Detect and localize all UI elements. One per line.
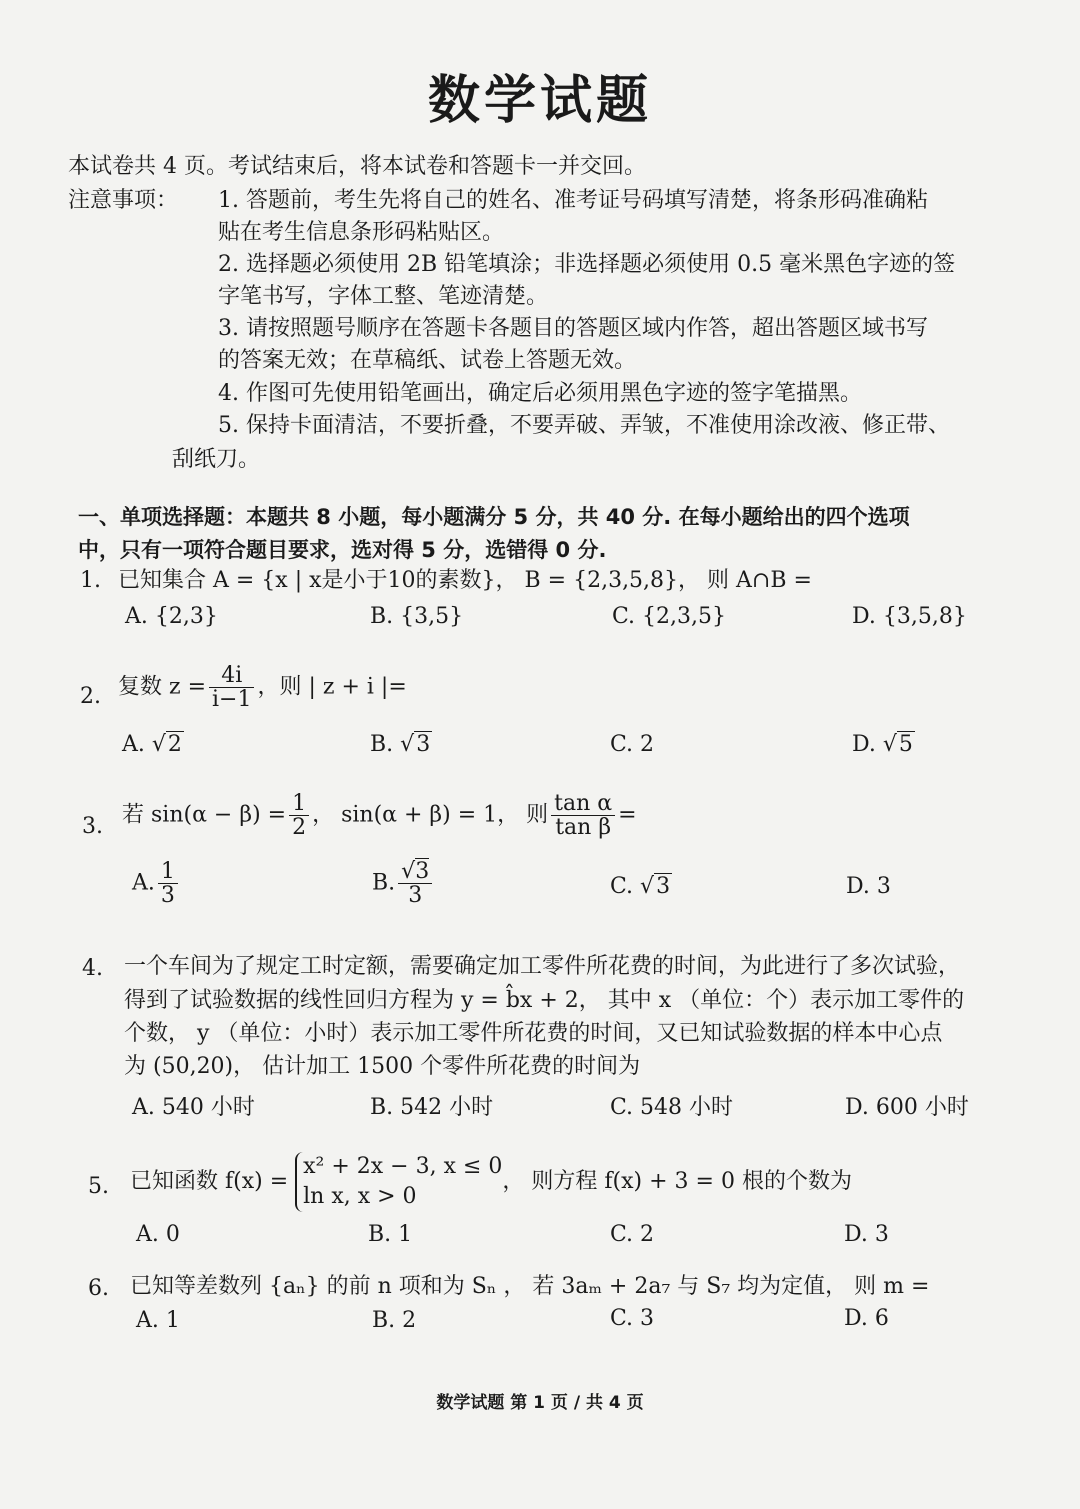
fraction-numerator: 1 bbox=[289, 792, 309, 816]
option-a bbox=[122, 732, 184, 757]
fraction-numerator: 4i bbox=[209, 664, 254, 688]
option-d bbox=[852, 732, 915, 757]
sqrt: √5 bbox=[882, 732, 913, 757]
section-heading: 中，只有一项符合题目要求，选对得 5 分，选错得 0 分. bbox=[78, 538, 607, 562]
option-d: D. {3,5,8} bbox=[852, 604, 967, 629]
q3-pre: 若 sin(α − β) = bbox=[122, 802, 287, 828]
piecewise-cases bbox=[295, 1152, 502, 1212]
option-a: A. 1 bbox=[136, 1308, 180, 1333]
question-number: 6. bbox=[88, 1276, 109, 1301]
option-c: C. 548 小时 bbox=[610, 1095, 734, 1120]
q2-pre: 复数 z = bbox=[118, 674, 207, 700]
question-text bbox=[130, 1152, 852, 1212]
q3-mid: ， sin(α + β) = 1， 则 bbox=[312, 802, 549, 828]
page-title: 数学试题 bbox=[427, 71, 652, 131]
fraction-denominator: i−1 bbox=[212, 687, 252, 713]
option-c: C. 2 bbox=[610, 1222, 655, 1247]
option-a: A. {2,3} bbox=[125, 604, 218, 629]
question-number: 5. bbox=[88, 1174, 109, 1199]
question-text-line: 一个车间为了规定工时定额，需要确定加工零件所花费的时间，为此进行了多次试验， bbox=[124, 954, 961, 979]
fraction-numerator: tan α bbox=[551, 792, 615, 816]
option-d: D. 3 bbox=[846, 874, 891, 899]
option-label: D. bbox=[852, 732, 876, 757]
notes-label: 注意事项： bbox=[68, 188, 179, 213]
fraction-denominator: tan β bbox=[555, 815, 612, 841]
option-c: C. {2,3,5} bbox=[612, 604, 727, 629]
option-b: B. 1 bbox=[368, 1222, 413, 1247]
radicand: 2 bbox=[167, 732, 182, 757]
option-b: B. 542 小时 bbox=[370, 1095, 494, 1120]
fraction bbox=[209, 664, 254, 711]
fraction-denominator: 2 bbox=[292, 815, 307, 841]
note-line: 3. 请按照题号顺序在答题卡各题目的答题区域内作答，超出答题区域书写 bbox=[218, 316, 928, 341]
option-label: B. bbox=[372, 870, 396, 896]
q2-post: ，则 | z + i |= bbox=[257, 674, 407, 700]
question-text-line: 个数， y （单位：小时）表示加工零件所花费的时间，又已知试验数据的样本中心点 bbox=[124, 1021, 943, 1046]
radicand: 3 bbox=[415, 859, 430, 884]
option-d: D. 6 bbox=[844, 1306, 889, 1331]
note-line: 刮纸刀。 bbox=[172, 447, 261, 472]
sqrt: √3 bbox=[640, 874, 671, 899]
fraction-numerator: √3 bbox=[398, 860, 432, 884]
question-text: 已知集合 A = {x | x是小于10的素数}， B = {2,3,5,8}， 则 A∩B = bbox=[118, 568, 812, 593]
fraction bbox=[398, 860, 432, 907]
question-number: 4. bbox=[82, 956, 103, 981]
fraction bbox=[551, 792, 615, 839]
section-heading: 一、单项选择题：本题共 8 小题，每小题满分 5 分，共 40 分. 在每小题给出的四个选项 bbox=[78, 505, 910, 529]
option-b bbox=[372, 860, 435, 907]
question-number: 2. bbox=[80, 684, 101, 709]
q3-post: = bbox=[618, 802, 637, 828]
note-line: 贴在考生信息条形码粘贴区。 bbox=[218, 220, 505, 245]
page-footer: 数学试题 第 1 页 / 共 4 页 bbox=[436, 1393, 644, 1413]
option-c: C. 3 bbox=[610, 1306, 655, 1331]
option-b: B. {3,5} bbox=[370, 604, 464, 629]
option-a: A. 540 小时 bbox=[132, 1095, 255, 1120]
question-text-line: 为 (50,20)， 估计加工 1500 个零件所花费的时间为 bbox=[124, 1054, 641, 1079]
option-d: D. 3 bbox=[844, 1222, 889, 1247]
q5-pre: 已知函数 f(x) = bbox=[130, 1169, 289, 1194]
note-line: 的答案无效；在草稿纸、试卷上答题无效。 bbox=[218, 348, 637, 373]
option-label: C. bbox=[610, 874, 634, 899]
sqrt: √2 bbox=[151, 732, 182, 757]
intro-text: 本试卷共 4 页。考试结束后，将本试卷和答题卡一并交回。 bbox=[68, 154, 646, 179]
note-line: 5. 保持卡面清洁，不要折叠，不要弄破、弄皱，不准使用涂改液、修正带、 bbox=[218, 413, 950, 438]
option-b: B. 2 bbox=[372, 1308, 417, 1333]
question-text bbox=[118, 664, 407, 711]
question-number: 1. bbox=[80, 568, 101, 593]
question-number: 3. bbox=[82, 814, 103, 839]
option-b bbox=[370, 732, 432, 757]
option-label: A. bbox=[132, 870, 155, 896]
fraction-denominator: 3 bbox=[160, 883, 175, 909]
radicand: 3 bbox=[656, 874, 671, 899]
sqrt: √3 bbox=[400, 732, 431, 757]
option-c bbox=[610, 874, 672, 899]
option-label: A. bbox=[122, 732, 145, 757]
fraction bbox=[158, 860, 178, 907]
q5-post: ， 则方程 f(x) + 3 = 0 根的个数为 bbox=[502, 1169, 852, 1194]
note-line: 4. 作图可先使用铅笔画出，确定后必须用黑色字迹的签字笔描黑。 bbox=[218, 381, 862, 406]
question-text bbox=[122, 792, 637, 839]
option-label: B. bbox=[370, 732, 394, 757]
note-line: 字笔书写，字体工整、笔迹清楚。 bbox=[218, 284, 549, 309]
note-line: 2. 选择题必须使用 2B 铅笔填涂；非选择题必须使用 0.5 毫米黑色字迹的签 bbox=[218, 252, 956, 277]
option-a bbox=[132, 860, 181, 907]
option-a: A. 0 bbox=[136, 1222, 180, 1247]
radicand: 3 bbox=[416, 732, 431, 757]
question-text: 已知等差数列 {aₙ} 的前 n 项和为 Sₙ ， 若 3aₘ + 2a₇ 与 S₇ 均为定值， 则 m = bbox=[130, 1274, 930, 1299]
fraction-denominator: 3 bbox=[408, 883, 423, 909]
option-d: D. 600 小时 bbox=[845, 1095, 969, 1120]
question-text-line: 得到了试验数据的线性回归方程为 y = b̂x + 2， 其中 x （单位：个）表示加工零件的 bbox=[124, 988, 965, 1013]
case-1: x² + 2x − 3, x ≤ 0 bbox=[303, 1154, 503, 1179]
fraction-numerator: 1 bbox=[158, 860, 178, 884]
case-2: ln x, x > 0 bbox=[303, 1184, 417, 1209]
option-c: C. 2 bbox=[610, 732, 655, 757]
note-line: 1. 答题前，考生先将自己的姓名、准考证号码填写清楚，将条形码准确粘 bbox=[218, 188, 928, 213]
radicand: 5 bbox=[898, 732, 913, 757]
fraction bbox=[289, 792, 309, 839]
